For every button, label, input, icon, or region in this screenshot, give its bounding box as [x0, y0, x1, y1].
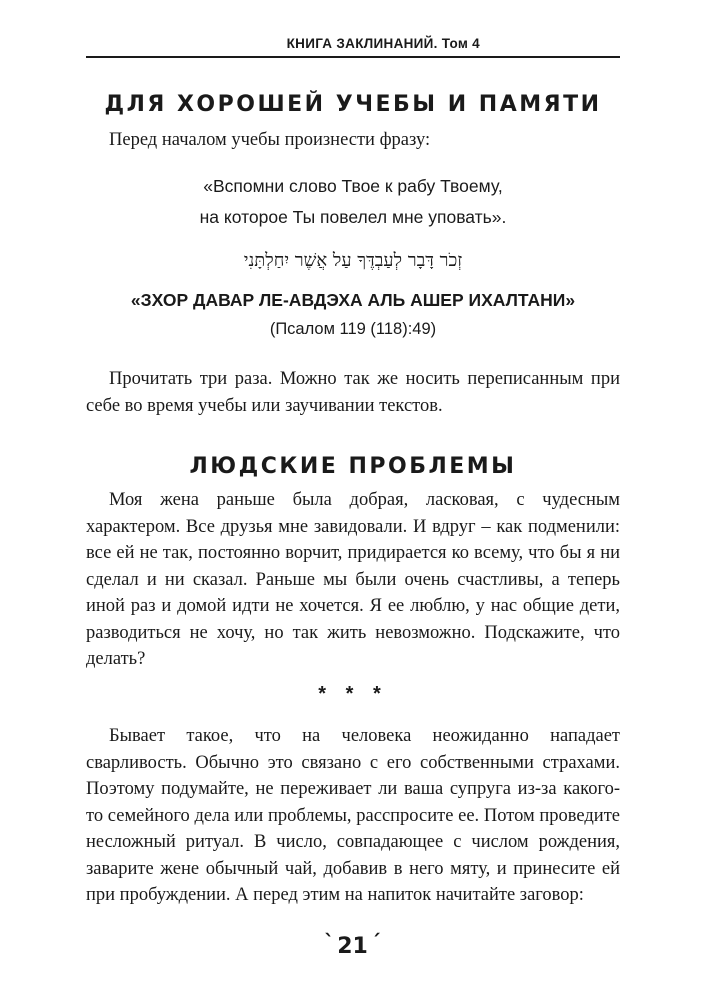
section-title-problems: [86, 454, 620, 479]
answer-paragraph: Бывает такое, что на человека неожиданно нападает сварливость. Обычно это связано с его собственными страхами. Поэтому подумайте, не переживает ли ваша супруга из-за какого-то семейного дела или проблемы, расспросите ее. Потом проведите несложный ритуал. В число, совпадающее с числом рождения, заварите жене обычный чай, добавив в него мяту, и принесите ей при пробуждении. А перед этим на напиток начитайте заговор:: [86, 726, 620, 905]
section-title: ЛЮДСКИЕ ПРОБЛЕМЫ: [189, 454, 517, 479]
intro-paragraph: Перед началом учебы произнести фразу:: [109, 130, 431, 150]
letter-paragraph: Моя жена раньше была добрая, ласковая, с чудесным характером. Все друзья мне завидовали. И вдруг – как подменили: все ей не так, постоянно ворчит, придирается ко всему, что бы я ни сделал и ни сказал. Раньше мы были очень счастливы, а теперь иной раз и домой идти не хочется. Я ее люблю, у нас общие дети, разводиться не хочу, но так жить невозможно. Подскажите, что делать?: [86, 490, 620, 669]
instruction-paragraph: Прочитать три раза. Можно так же носить переписанным при себе во время учебы или заучивании текстов.: [86, 369, 620, 416]
instruction-block: [86, 366, 620, 419]
intro-block: [86, 127, 620, 154]
transliteration-block: [86, 290, 620, 311]
hebrew-verse: זְכֹר דָּבָר לְעַבְדֶּךָ עַל אֲשֶׁר יִחַלְתָּנִי: [243, 250, 463, 271]
left-tick: `: [324, 930, 335, 954]
hebrew-block: [86, 250, 620, 271]
letter-block: [86, 487, 620, 673]
quote-block: [86, 171, 620, 233]
transliteration: «ЗХОР ДАВАР ЛЕ-АВДЭХА АЛЬ АШЕР ИХАЛТАНИ»: [130, 290, 576, 310]
running-header: [86, 36, 620, 58]
psalm-ref-block: [86, 320, 620, 339]
quote-line-1: «Вспомни слово Твое к рабу Твоему,: [203, 176, 503, 196]
section-title: ДЛЯ ХОРОШЕЙ УЧЕБЫ И ПАМЯТИ: [104, 92, 602, 117]
page-number-value: 21: [337, 934, 368, 959]
separator-block: [86, 683, 620, 706]
right-tick: ´: [370, 930, 381, 954]
running-header-title: КНИГА ЗАКЛИНАНИЙ. Том 4: [286, 36, 480, 51]
asterisk-separator: * * *: [318, 683, 388, 705]
quote-line-2: на которое Ты повелел мне уповать».: [199, 207, 507, 227]
page-number: [0, 930, 705, 959]
answer-block: [86, 723, 620, 909]
psalm-reference: (Псалом 119 (118):49): [269, 320, 437, 338]
section-title-study: [86, 92, 620, 117]
